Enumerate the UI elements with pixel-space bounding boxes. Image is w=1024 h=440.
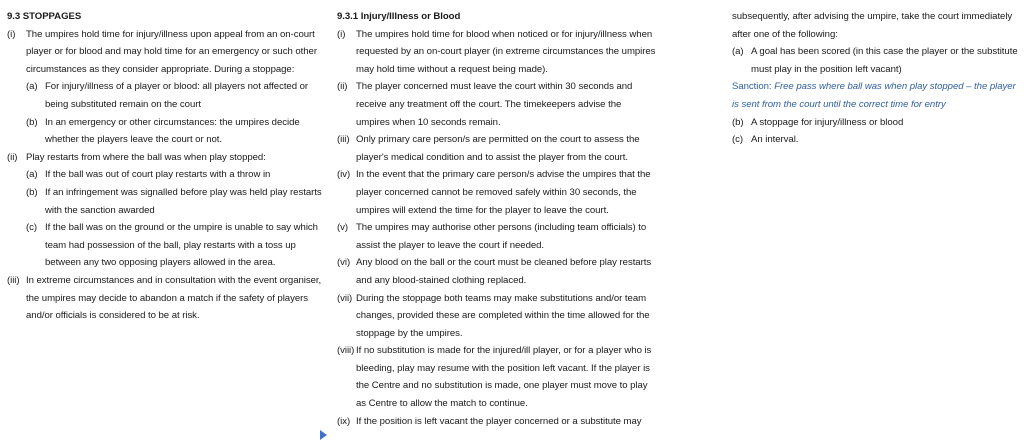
item-text: If the position is left vacant the player concerned or a substitute may bbox=[356, 415, 642, 427]
item-text: A goal has been scored (in this case the player or the substitute must play in the position left vacant) bbox=[751, 46, 1018, 75]
item-text: If no substitution is made for the injured/ill player, or for a player who is bleeding, play may resume with the position left vacant. If the player is the Centre and no substitution is made, one player must move to play as Centre to allow the match to continue. bbox=[356, 345, 652, 410]
item-number: (vi) bbox=[337, 257, 351, 269]
item-number: (iv) bbox=[337, 169, 351, 181]
item-number: (a) bbox=[26, 169, 38, 181]
section-heading-stoppages: 9.3 STOPPAGES bbox=[7, 11, 82, 22]
item-text: The umpires hold time for blood when noticed or for injury/illness when requested by an on-court player (in extreme circumstances the umpires may hold time without a request being made). bbox=[356, 28, 656, 75]
rule-9-3-1-ix-b bbox=[732, 114, 1022, 132]
item-number: (vii) bbox=[337, 292, 353, 304]
item-number: (ii) bbox=[337, 81, 348, 93]
item-text: Any blood on the ball or the court must be cleaned before play restarts and any blood-stained clothing replaced. bbox=[356, 257, 652, 286]
item-number: (iii) bbox=[7, 274, 20, 286]
rule-9-3-i-b bbox=[7, 114, 327, 149]
item-text: If the ball was out of court play restarts with a throw in bbox=[45, 169, 271, 181]
item-number: (viii) bbox=[337, 345, 355, 357]
item-text: Only primary care person/s are permitted on the court to assess the player's medical condition and to assist the player from the court. bbox=[356, 134, 640, 163]
rule-9-3-1-ii bbox=[337, 78, 657, 131]
rule-9-3-ii bbox=[7, 149, 327, 167]
item-number: (a) bbox=[732, 46, 744, 58]
sanction-label: Sanction: bbox=[732, 81, 772, 93]
item-number: (c) bbox=[26, 222, 38, 234]
rule-9-3-1-ix-c bbox=[732, 131, 1022, 149]
rule-9-3-1-iii bbox=[337, 131, 657, 166]
section-heading-injury: 9.3.1 Injury/Illness or Blood bbox=[337, 11, 461, 22]
column-right bbox=[732, 8, 1022, 149]
item-number: (ii) bbox=[7, 151, 18, 163]
item-text: The umpires hold time for injury/illness upon appeal from an on-court player or for blood and may hold time for an emergency or such other circumstances as they consider appropriate. During a stoppage: bbox=[26, 28, 317, 75]
item-text: In the event that the primary care person/s advise the umpires that the player concerned cannot be removed safely within 30 seconds, the umpires will extend the time for the player to leave the court. bbox=[356, 169, 651, 216]
rule-9-3-1-ix-a bbox=[732, 43, 1022, 78]
item-number: (i) bbox=[7, 28, 16, 40]
item-number: (iii) bbox=[337, 134, 350, 146]
item-text: In an emergency or other circumstances: the umpires decide whether the players leave the court or not. bbox=[45, 116, 300, 146]
item-text: A stoppage for injury/illness or blood bbox=[751, 116, 904, 128]
rule-9-3-1-vii bbox=[337, 290, 657, 343]
column-middle bbox=[337, 8, 657, 430]
item-text: Play restarts from where the ball was when play stopped: bbox=[26, 151, 266, 163]
rule-9-3-1-v bbox=[337, 219, 657, 254]
item-text: If the ball was on the ground or the umpire is unable to say which team had possession of the ball, play restarts with a toss up between any two opposing players allowed in the area. bbox=[45, 222, 318, 269]
item-number: (b) bbox=[732, 116, 744, 128]
continued-text: subsequently, after advising the umpire, take the court immediately after one of the following: bbox=[732, 11, 1013, 40]
item-number: (i) bbox=[337, 28, 346, 40]
rule-9-3-1-viii bbox=[337, 342, 657, 412]
rule-9-3-ii-c bbox=[7, 219, 327, 272]
rule-9-3-1-vi bbox=[337, 254, 657, 289]
item-text: In extreme circumstances and in consultation with the event organiser, the umpires may decide to abandon a match if the safety of players and/or officials is considered to be at risk. bbox=[26, 274, 322, 322]
rule-9-3-1-iv bbox=[337, 166, 657, 219]
rule-9-3-ii-b bbox=[7, 184, 327, 219]
item-number: (v) bbox=[337, 222, 349, 234]
rule-9-3-i bbox=[7, 26, 327, 79]
item-text: During the stoppage both teams may make substitutions and/or team changes, provided these are completed within the time allowed for the stoppage by the umpires. bbox=[356, 292, 650, 339]
sanction-text: Free pass where ball was when play stopped – the player is sent from the court until the correct time for entry bbox=[732, 81, 1016, 110]
item-number: (ix) bbox=[337, 415, 351, 427]
item-text: The player concerned must leave the court within 30 seconds and receive any treatment off the court. The timekeepers advise the umpires when 10 seconds remain. bbox=[356, 81, 633, 128]
rule-9-3-iii bbox=[7, 272, 327, 325]
rule-9-3-i-a bbox=[7, 78, 327, 113]
sanction-note bbox=[732, 78, 1022, 113]
item-number: (a) bbox=[26, 81, 38, 93]
column-left bbox=[7, 8, 327, 325]
item-text: An interval. bbox=[751, 134, 799, 146]
rule-9-3-1-ix bbox=[337, 413, 657, 431]
rule-9-3-1-i bbox=[337, 26, 657, 79]
item-text: If an infringement was signalled before play was held play restarts with the sanction awarded bbox=[45, 186, 322, 216]
item-number: (b) bbox=[26, 186, 38, 198]
item-number: (c) bbox=[732, 134, 744, 146]
item-text: The umpires may authorise other persons (including team officials) to assist the player to leave the court if needed. bbox=[356, 222, 647, 251]
rule-9-3-ii-a bbox=[7, 166, 327, 184]
item-text: For injury/illness of a player or blood: all players not affected or being substituted remain on the court bbox=[45, 81, 309, 110]
item-number: (b) bbox=[26, 116, 38, 128]
